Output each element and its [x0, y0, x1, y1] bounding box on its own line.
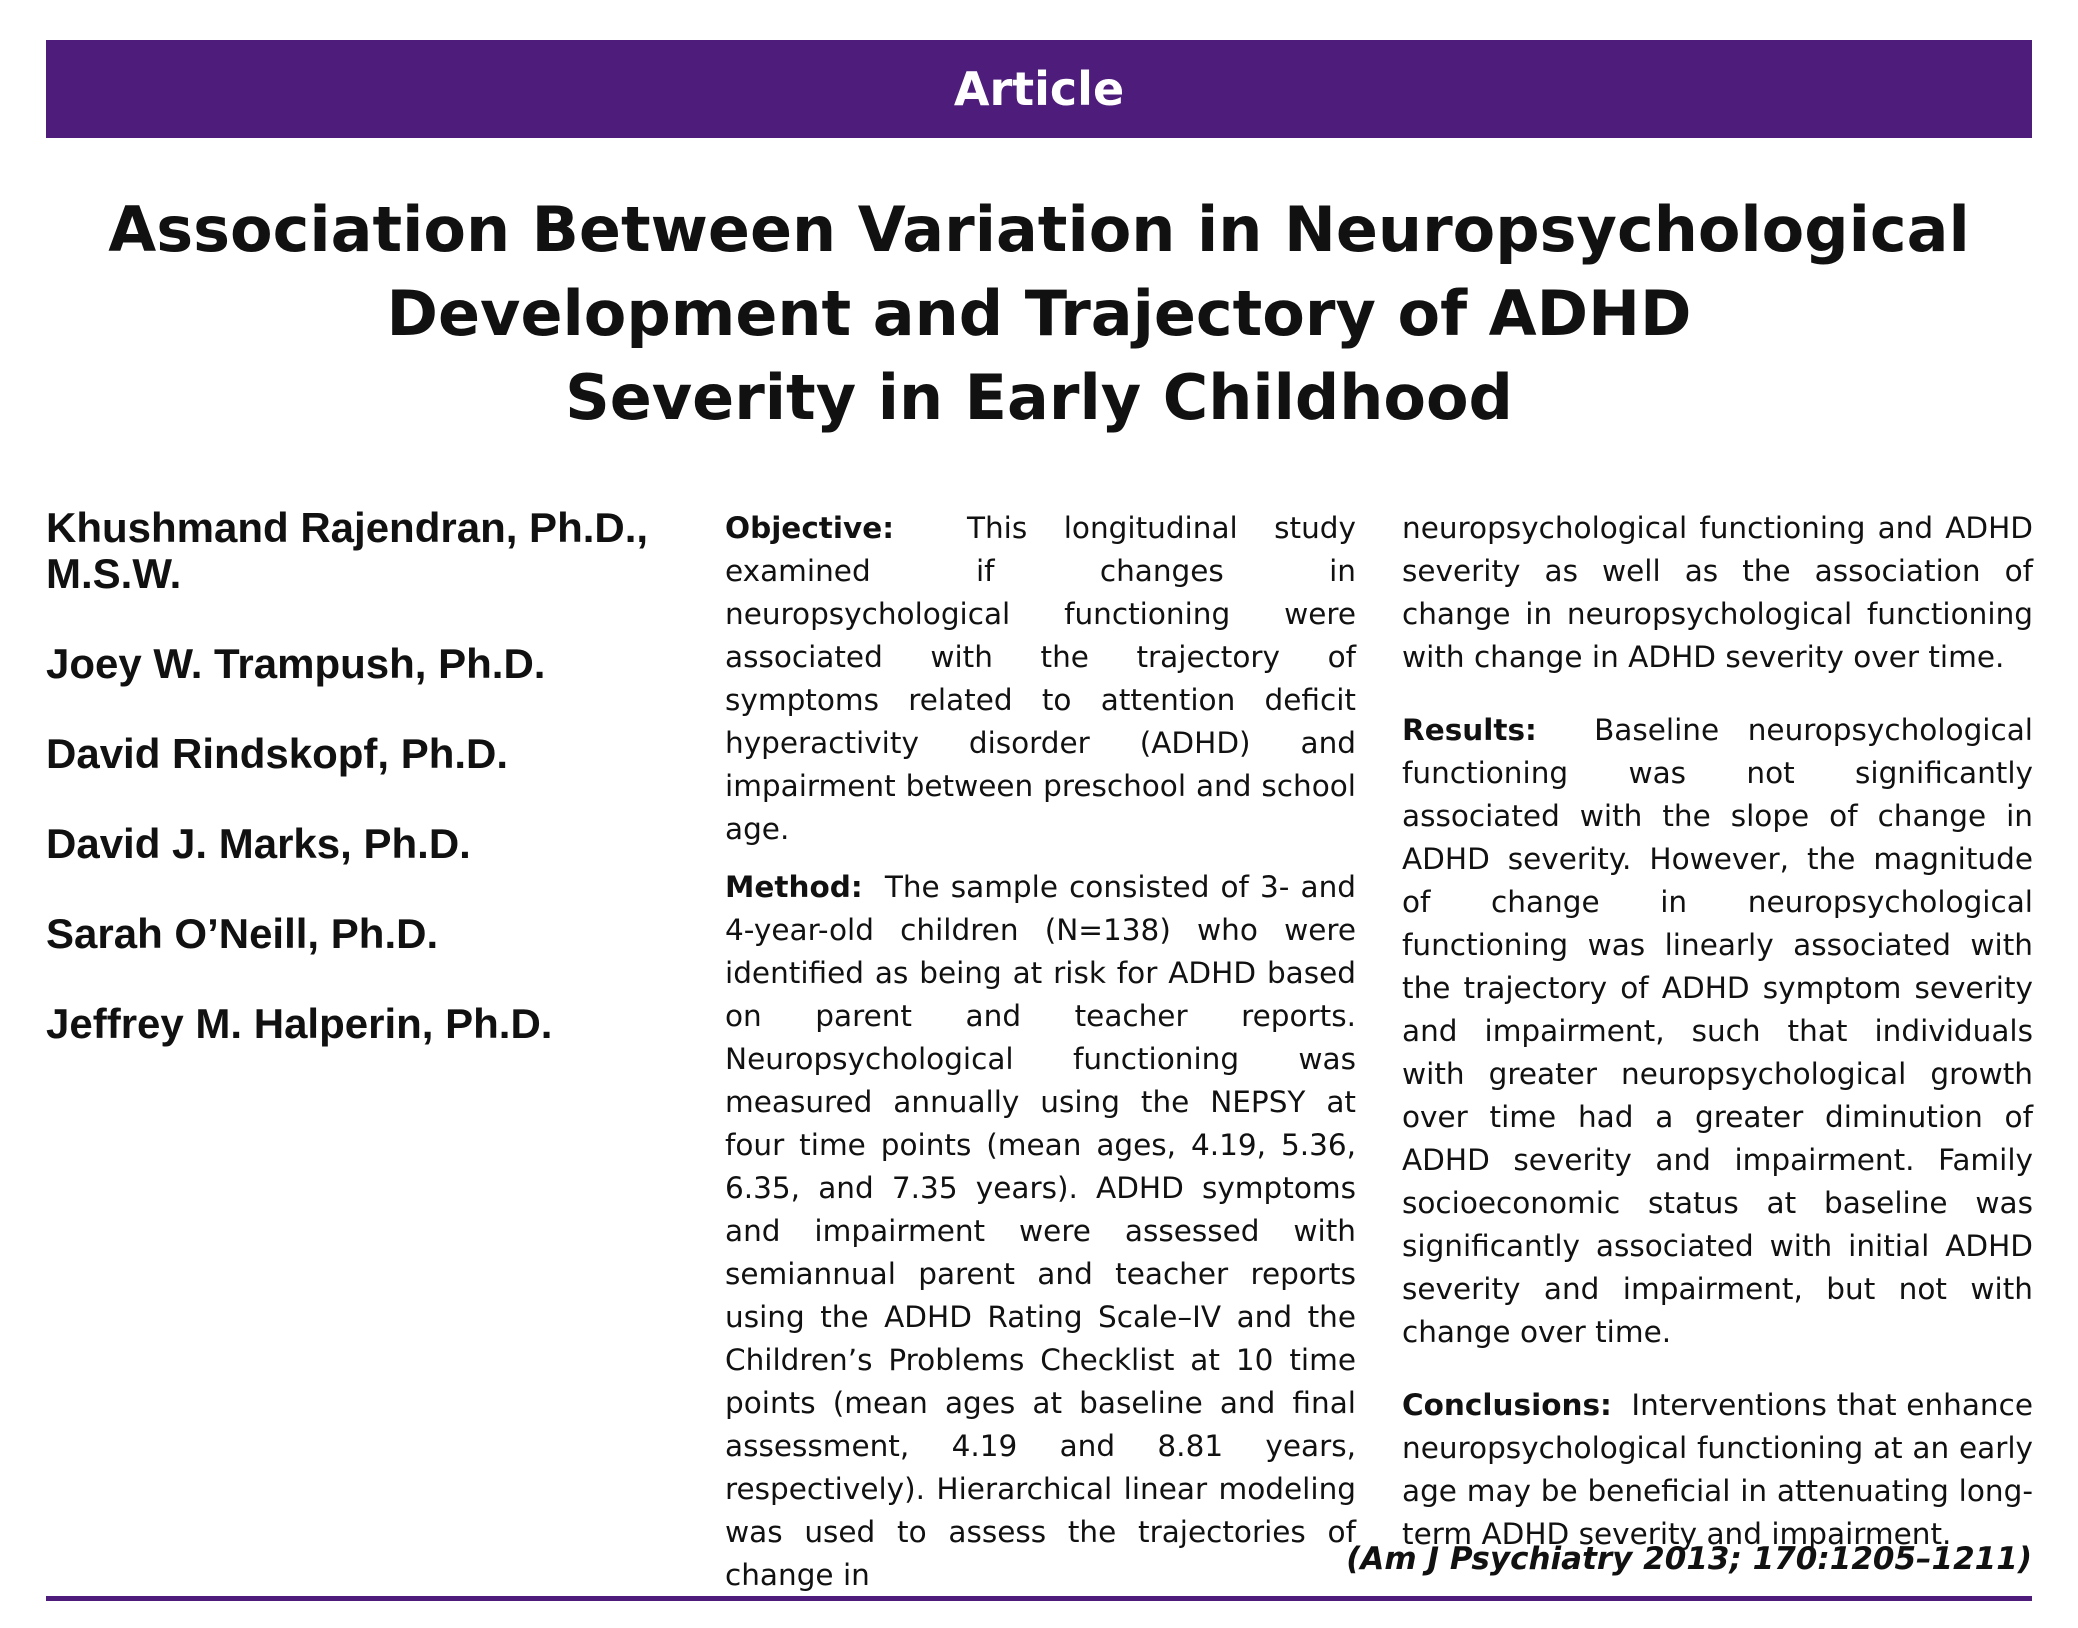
- article-title: [46, 188, 2032, 440]
- abstract-column-right: [1402, 507, 2033, 1571]
- conclusions-paragraph: [1402, 1384, 2033, 1556]
- method-label: Method:: [725, 870, 863, 904]
- results-paragraph: [1402, 709, 2033, 1354]
- objective-paragraph: [725, 507, 1356, 851]
- author-name: David Rindskopf, Ph.D.: [46, 730, 509, 777]
- method-paragraph: [725, 866, 1356, 1597]
- footer-divider: [46, 1596, 2032, 1601]
- objective-text: This longitudinal study examined if changes in neuropsychological functioning were associated with the trajectory of symptoms related to attention deficit hyperactivity disorder (ADHD) and impairment between preschool and school age.: [725, 511, 1356, 846]
- results-label: Results:: [1402, 713, 1537, 747]
- author-list: [46, 505, 686, 1091]
- method-continued-text: neuropsychological functioning and ADHD severity as well as the association of change in neuropsychological functioning with change in ADHD severity over time.: [1402, 511, 2033, 674]
- conclusions-label: Conclusions:: [1402, 1388, 1612, 1422]
- title-line: Association Between Variation in Neuropsychological: [108, 193, 1970, 266]
- abstract-column-middle: [725, 507, 1356, 1612]
- method-text: The sample consisted of 3- and 4-year-old children (N=138) who were identified as being at risk for ADHD based on parent and teacher reports. Neuropsychological functioning was measured annually using the NEPSY at four time points (mean ages, 4.19, 5.36, 6.35, and 7.35 years). ADHD symptoms and impairment were assessed with semiannual parent and teacher reports using the ADHD Rating Scale–IV and the Children’s Problems Checklist at 10 time points (mean ages at baseline and final assessment, 4.19 and 8.81 years, respectively). Hierarchical linear modeling was used to assess the trajectories of change in: [725, 870, 1356, 1592]
- method-continued-paragraph: [1402, 507, 2033, 679]
- objective-label: Objective:: [725, 511, 895, 545]
- author-name: Joey W. Trampush, Ph.D.: [46, 640, 546, 687]
- article-label: Article: [953, 62, 1125, 116]
- author-name: David J. Marks, Ph.D.: [46, 820, 471, 867]
- author-name: Sarah O’Neill, Ph.D.: [46, 910, 439, 957]
- conclusions-text: Interventions that enhance neuropsychological functioning at an early age may be beneficial in attenuating long-term ADHD severity and impairment.: [1402, 1388, 2033, 1551]
- title-line: Development and Trajectory of ADHD: [386, 277, 1692, 350]
- title-line: Severity in Early Childhood: [565, 361, 1513, 434]
- author-name: Khushmand Rajendran, Ph.D., M.S.W.: [46, 504, 649, 597]
- author-name: Jeffrey M. Halperin, Ph.D.: [46, 1000, 553, 1047]
- article-header-bar: [46, 40, 2032, 138]
- journal-citation: (Am J Psychiatry 2013; 170:1205–1211): [1346, 1541, 2032, 1577]
- results-text: Baseline neuropsychological functioning was not significantly associated with the slope of change in ADHD severity. However, the magnitude of change in neuropsychological functioning was linearly associated with the trajectory of ADHD symptom severity and impairment, such that individuals with greater neuropsychological growth over time had a greater diminution of ADHD severity and impairment. Family socioeconomic status at baseline was significantly associated with initial ADHD severity and impairment, but not with change over time.: [1402, 713, 2033, 1349]
